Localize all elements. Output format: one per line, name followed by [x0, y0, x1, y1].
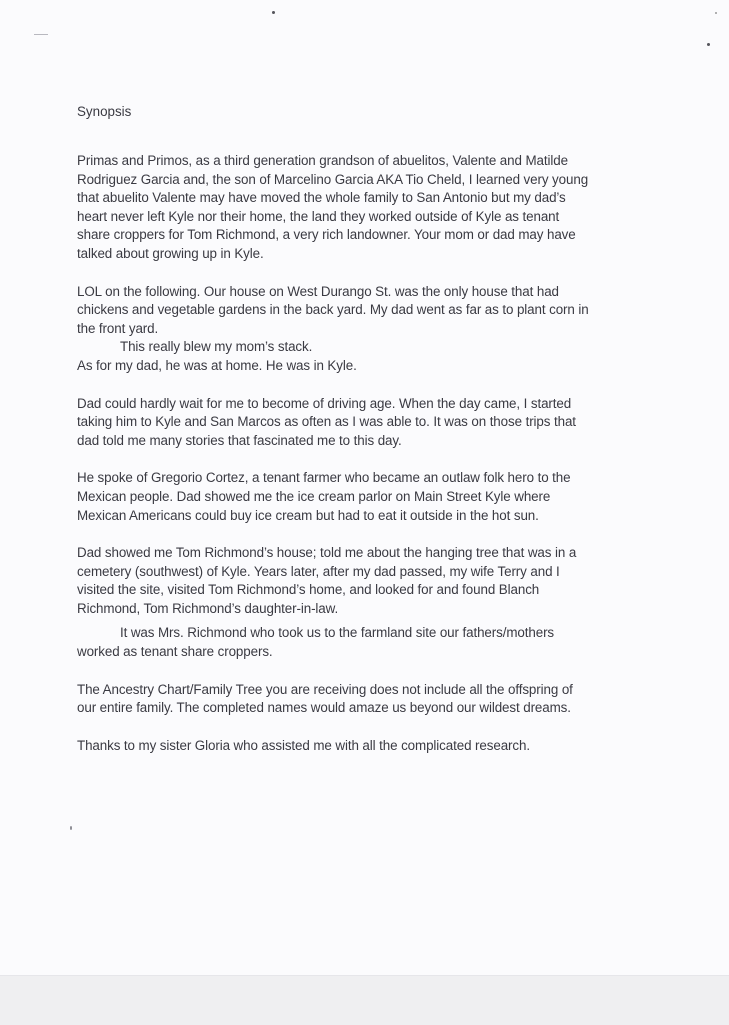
paragraph-richmond [77, 544, 677, 618]
text-line: He spoke of Gregorio Cortez, a tenant farmer who became an outlaw folk hero to the [77, 470, 571, 486]
text-line: heart never left Kyle nor their home, the land they worked outside of Kyle as tenant [77, 208, 560, 224]
text-line: worked as tenant share croppers. [77, 644, 273, 660]
text-line: talked about growing up in Kyle. [77, 245, 264, 261]
paragraph-driving [77, 395, 677, 451]
scan-speck [272, 11, 275, 14]
scan-bottom-edge [0, 975, 729, 1025]
paragraph-thanks [77, 737, 677, 756]
text-line: visited the site, visited Tom Richmond’s home, and looked for and found Blanch [77, 582, 540, 598]
text-line: LOL on the following. Our house on West Durango St. was the only house that had [77, 283, 559, 299]
text-line: This really blew my mom’s stack. [120, 339, 313, 355]
paragraph-intro [77, 152, 677, 264]
text-line: As for my dad, he was at home. He was in Kyle. [77, 357, 357, 373]
scan-speck [707, 43, 710, 46]
text-line: chickens and vegetable gardens in the back yard. My dad went as far as to plant corn in [77, 302, 589, 318]
document-body [77, 103, 677, 774]
text-line: Dad showed me Tom Richmond’s house; told me about the hanging tree that was in a [77, 545, 577, 561]
text-line: taking him to Kyle and San Marcos as often as I was able to. It was on those trips that [77, 414, 576, 430]
text-line: Primas and Primos, as a third generation grandson of abuelitos, Valente and Matilde [77, 153, 568, 168]
scan-speck [34, 34, 48, 35]
paragraph-cortez [77, 469, 677, 525]
text-line: It was Mrs. Richmond who took us to the farmland site our fathers/mothers [120, 625, 555, 641]
paragraph-ancestry [77, 681, 677, 718]
text-line: Mexican people. Dad showed me the ice cream parlor on Main Street Kyle where [77, 488, 551, 504]
text-line: dad told me many stories that fascinated me to this day. [77, 432, 402, 448]
text-line: that abuelito Valente may have moved the whole family to San Antonio but my dad’s [77, 190, 566, 206]
text-line: our entire family. The completed names would amaze us beyond our wildest dreams. [77, 700, 571, 716]
text-line: Rodriguez Garcia and, the son of Marcelino Garcia AKA Tio Cheld, I learned very young [77, 171, 589, 187]
text-line: Thanks to my sister Gloria who assisted me with all the complicated research. [77, 737, 530, 753]
paragraph-house [77, 283, 677, 376]
paragraph-farmland [77, 624, 677, 661]
text-line: The Ancestry Chart/Family Tree you are receiving does not include all the offspring of [77, 681, 573, 697]
text-line: Dad could hardly wait for me to become of driving age. When the day came, I started [77, 395, 572, 411]
text-line: Mexican Americans could buy ice cream but had to eat it outside in the hot sun. [77, 507, 539, 523]
text-line: cemetery (southwest) of Kyle. Years later, after my dad passed, my wife Terry and I [77, 563, 560, 579]
document-title: Synopsis [77, 104, 132, 119]
scan-speck [70, 826, 72, 830]
text-line: share croppers for Tom Richmond, a very rich landowner. Your mom or dad may have [77, 227, 576, 243]
text-line: Richmond, Tom Richmond’s daughter-in-law. [77, 600, 339, 616]
scan-speck [715, 12, 717, 14]
text-line: the front yard. [77, 320, 159, 336]
